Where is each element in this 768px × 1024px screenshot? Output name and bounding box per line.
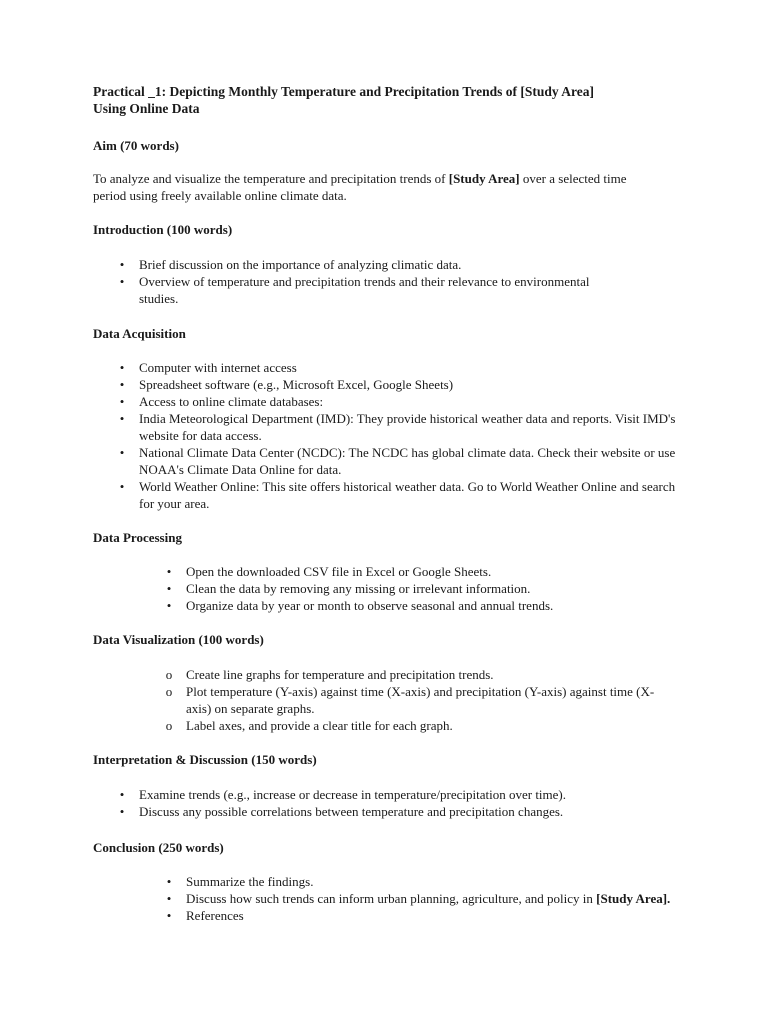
document-title xyxy=(93,83,693,117)
list-item: • Computer with internet access xyxy=(139,359,679,376)
bullet-icon: • xyxy=(119,804,125,819)
list-item: • Brief discussion on the importance of analyzing climatic data. xyxy=(139,256,679,273)
bullet-icon: • xyxy=(166,598,172,613)
list-item: • Examine trends (e.g., increase or decrease in temperature/precipitation over time). xyxy=(139,786,699,803)
data-acquisition-heading: Data Acquisition xyxy=(93,326,186,341)
bullet-icon: • xyxy=(119,360,125,375)
bullet-icon: • xyxy=(166,908,172,923)
introduction-list xyxy=(119,256,679,307)
bullet-icon: • xyxy=(119,445,125,460)
circle-bullet-icon: o xyxy=(165,667,173,682)
aim-heading: Aim (70 words) xyxy=(93,138,179,153)
data-processing-heading: Data Processing xyxy=(93,530,182,545)
bullet-icon: • xyxy=(119,479,125,494)
list-item: • National Climate Data Center (NCDC): The NCDC has global climate data. Check their website or use NOAA's Climate Data Online for data. xyxy=(139,444,679,478)
data-visualization-heading: Data Visualization (100 words) xyxy=(93,632,264,647)
list-item: • Discuss any possible correlations between temperature and precipitation changes. xyxy=(139,803,699,820)
list-item: • References xyxy=(186,907,686,924)
introduction-heading: Introduction (100 words) xyxy=(93,222,233,237)
bullet-icon: • xyxy=(119,411,125,426)
data-processing-list xyxy=(166,563,686,614)
list-item: • Clean the data by removing any missing or irrelevant information. xyxy=(186,580,686,597)
bullet-icon: • xyxy=(119,394,125,409)
list-item: o Plot temperature (Y-axis) against time (X-axis) and precipitation (Y-axis) against time (X-axis) on separate graphs. xyxy=(165,684,655,716)
data-acquisition-list xyxy=(119,359,679,512)
interpretation-list xyxy=(119,786,699,820)
list-item: o Create line graphs for temperature and precipitation trends. xyxy=(165,667,494,682)
aim-text-end: over a selected time period using freely available online climate data. xyxy=(93,171,627,203)
title-line-1: Practical _1: Depicting Monthly Temperature and Precipitation Trends of [Study Area] xyxy=(93,84,594,99)
circle-bullet-icon: o xyxy=(165,718,173,733)
list-item: • Access to online climate databases: xyxy=(139,393,679,410)
conclusion-heading: Conclusion (250 words) xyxy=(93,840,224,855)
bullet-icon: • xyxy=(166,581,172,596)
bullet-icon: • xyxy=(119,257,125,272)
circle-bullet-icon: o xyxy=(165,684,173,699)
list-item: • Open the downloaded CSV file in Excel or Google Sheets. xyxy=(186,563,686,580)
list-item: o Label axes, and provide a clear title for each graph. xyxy=(165,718,453,733)
list-item: • India Meteorological Department (IMD): They provide historical weather data and reports. Visit IMD's website for data access. xyxy=(139,410,679,444)
aim-study-area: [Study Area] xyxy=(448,171,520,186)
bullet-icon: • xyxy=(119,787,125,802)
bullet-icon: • xyxy=(166,874,172,889)
conclusion-list xyxy=(166,873,686,924)
bullet-icon: • xyxy=(166,891,172,906)
aim-paragraph xyxy=(93,170,653,204)
list-item: • World Weather Online: This site offers historical weather data. Go to World Weather Online and search for your area. xyxy=(139,478,679,512)
bullet-icon: • xyxy=(119,377,125,392)
data-visualization-list xyxy=(165,666,686,734)
conclusion-study-area: [Study Area]. xyxy=(596,891,671,906)
list-item: • Discuss how such trends can inform urban planning, agriculture, and policy in [Study Area]. xyxy=(186,890,686,907)
interpretation-heading: Interpretation & Discussion (150 words) xyxy=(93,752,317,767)
list-item: • Organize data by year or month to observe seasonal and annual trends. xyxy=(186,597,686,614)
list-item: • Summarize the findings. xyxy=(186,873,686,890)
bullet-icon: • xyxy=(119,274,125,289)
list-item: • Spreadsheet software (e.g., Microsoft Excel, Google Sheets) xyxy=(139,376,679,393)
list-item: • Overview of temperature and precipitation trends and their relevance to environmental studies. xyxy=(139,273,599,307)
aim-text-start: To analyze and visualize the temperature and precipitation trends of xyxy=(93,171,449,186)
bullet-icon: • xyxy=(166,564,172,579)
title-line-2: Using Online Data xyxy=(93,101,200,116)
